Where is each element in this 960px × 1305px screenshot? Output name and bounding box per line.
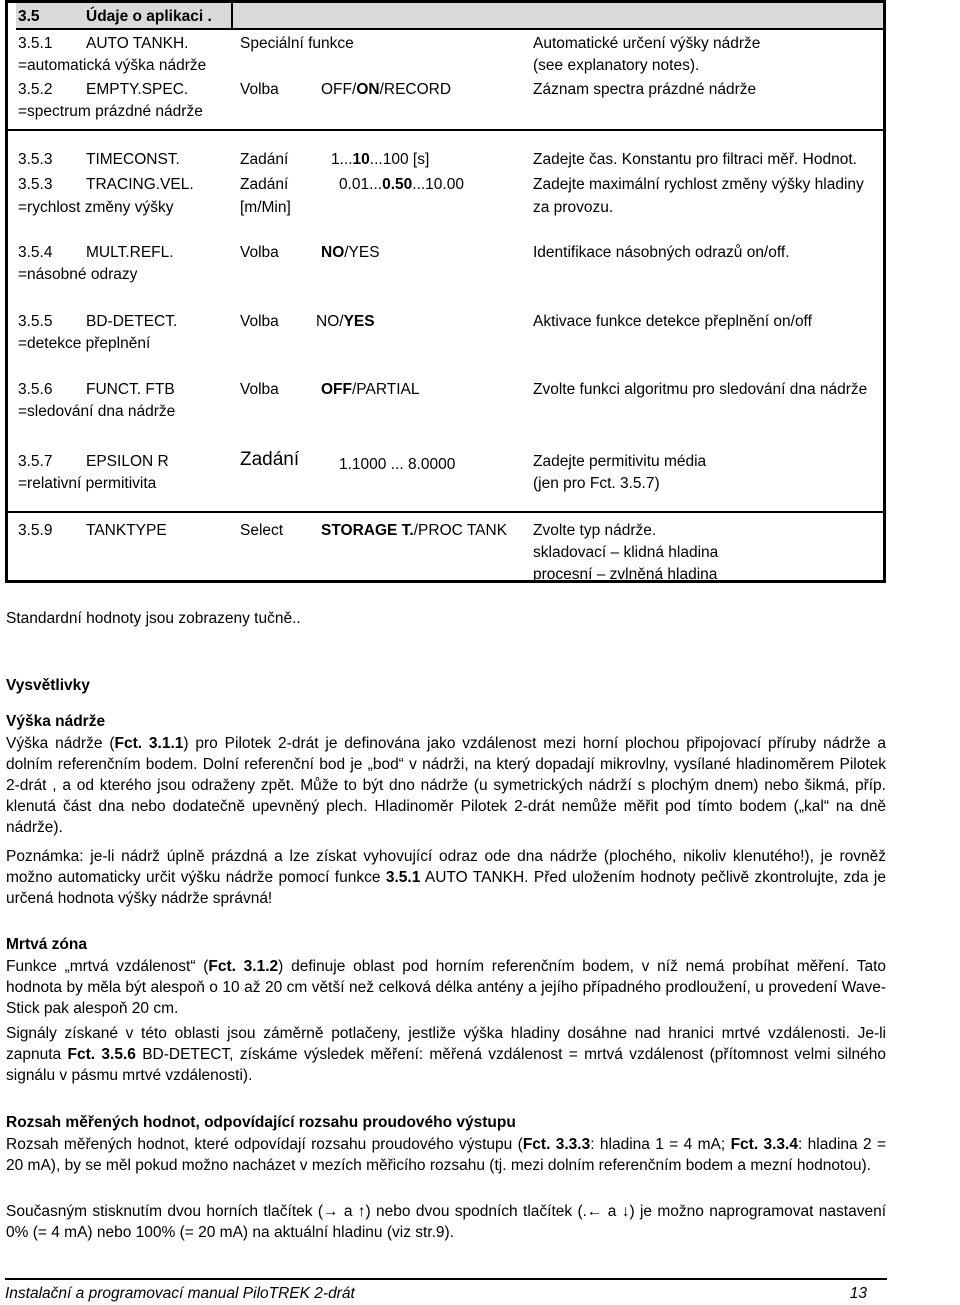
range-value: 1...10...100 [s] bbox=[331, 151, 430, 168]
page-number: 13 bbox=[849, 1285, 867, 1302]
paragraph: Současným stisknutím dvou horních tlačítek (→ a ↑) nebo dvou spodních tlačítek (.← a ↓) je možno naprogramovat nastavení 0% (= 4 mA) nebo 100% (= 20 mA) na aktuální hladinu (viz str.9). bbox=[6, 1203, 886, 1241]
subsection-title: Výška nádrže bbox=[6, 713, 106, 730]
header-divider bbox=[231, 3, 233, 30]
paragraph: Funkce „mrtvá vzdálenost“ (Fct. 3.1.2) definuje oblast pod horním referenčním bodem, v níž nemá probíhat měření. Tato hodnota by měla být alespoň o 10 až 20 cm větší než celková délka antény a jejího případného prodloužení, u provedení Wave-Stick pak alespoň 20 cm. bbox=[6, 958, 886, 1017]
row-divider bbox=[8, 511, 883, 513]
paragraph: Rozsah měřených hodnot, které odpovídají rozsahu proudového výstupu (Fct. 3.3.3: hladina 1 = 4 mA; Fct. 3.3.4: hladina 2 = 20 mA), by se měl pokud možno nacházet v mezích měřicího rozsahu (tj. mezi dolním referenčním bodem a mezní hodnotou). bbox=[6, 1136, 887, 1174]
subsection-title: Rozsah měřených hodnot, odpovídající rozsahu proudového výstupu bbox=[6, 1114, 516, 1131]
row-divider bbox=[8, 129, 883, 131]
range-value: NO/YES bbox=[321, 244, 380, 261]
section-heading: Vysvětlivky bbox=[6, 677, 90, 694]
paragraph: Signály získané v této oblasti jsou záměrně potlačeny, jestliže výška hladiny dosáhne nad hranici mrtvé vzdálenosti. Je-li zapnuta Fct. 3.5.6 BD-DETECT, získáme výsledek měření: měřená vzdálenost = mrtvá vzdálenost (přítomnost velmi silného signálu v pásmu mrtvé vzdálenosti). bbox=[6, 1025, 886, 1084]
footer-title: Instalační a programovací manual PiloTREK 2-drát bbox=[5, 1285, 355, 1302]
paragraph: Výška nádrže (Fct. 3.1.1) pro Pilotek 2-drát je definována jako vzdálenost mezi horní plochou připojovací příruby nádrže a dolním referenčním bodem. Dolní referenční bod je „bod“ v nádrži, na který dopadají mikrovlny, vysílané hladinoměrem Pilotek 2-drát , a od kterého jsou odraženy zpět. Může to být dno nádrže (u symetrických nádrží s plochým dnem) nebo šikmá, příp. klenutá část dna nebo dodatečně upevněný plech. Hladinoměr Pilotek 2-drát nemůže měřit pod tímto bodem („kal“ na dně nádrže). bbox=[6, 735, 886, 836]
range-value: 0.01...0.50...10.00 bbox=[339, 176, 464, 193]
page-footer bbox=[5, 1278, 887, 1304]
header-title: Údaje o aplikaci . bbox=[86, 8, 212, 25]
range-value: STORAGE T./PROC TANK bbox=[321, 522, 508, 539]
range-value: NO/YES bbox=[316, 313, 375, 330]
header-number: 3.5 bbox=[18, 8, 40, 25]
parameter-table: 3.5 Údaje o aplikaci . 3.5.1 AUTO TANKH. =automatická výška nádrže Speciální funkce Automatické určení výšky nádrže (see explanatory notes). 3.5.2 EMPTY.SPEC. =spectrum prázdné nádrže Volba OFF/ON/RECORD Záznam spectra prázdné nádrže 3.5.3 TIMECONST. Zadání 1...10...100 [s] Zadejte čas. Konstantu pro filtraci měř. Hodnot. 3.5.3 TRACING.VEL. =rychlost změny výšky Zadání [m/Min] 0.01...0.50...10.00 Zadejte maximální rychlost změny výšky hladiny za provozu. 3.5.4 MULT.REFL. =násobné odrazy Volba NO/YES Identifikace násobných odrazů on/off. 3.5.5 BD-DETECT. =detekce přeplnění Volba NO/YES Aktivace funkce detekce přeplnění on/off 3.5.6 FUNCT. FTB =sledování dna nádrže Volba OFF/PARTIAL Zvolte funkci algoritmu pro sledování dna nádrže 3.5.7 EPSILON R =relativní permitivita Zadání 1.1000 ... 8.0000 Zadejte permitivitu média (jen pro Fct. 3.5.7) 3.5.9 TANKTYPE Select STORAGE T./PROC TANK Zvolte typ nádrže. skladovací – klidná hladina procesní – zvlněná hladina bbox=[5, 0, 886, 583]
paragraph: Poznámka: je-li nádrž úplně prázdná a lze získat vyhovující odraz ode dna nádrže (plochého, nikoliv klenutého!), je rovněž možno automaticky určit výšku nádrže pomocí funkce 3.5.1 AUTO TANKH. Před uložením hodnoty pečlivě zkontrolujte, zda je určená hodnota výšky nádrže správná! bbox=[6, 848, 886, 907]
defaults-note: Standardní hodnoty jsou zobrazeny tučně.. bbox=[6, 610, 301, 627]
range-value: OFF/ON/RECORD bbox=[321, 81, 452, 98]
table-header bbox=[16, 3, 883, 30]
subsection-title: Mrtvá zóna bbox=[6, 936, 87, 953]
range-value: OFF/PARTIAL bbox=[321, 381, 420, 398]
